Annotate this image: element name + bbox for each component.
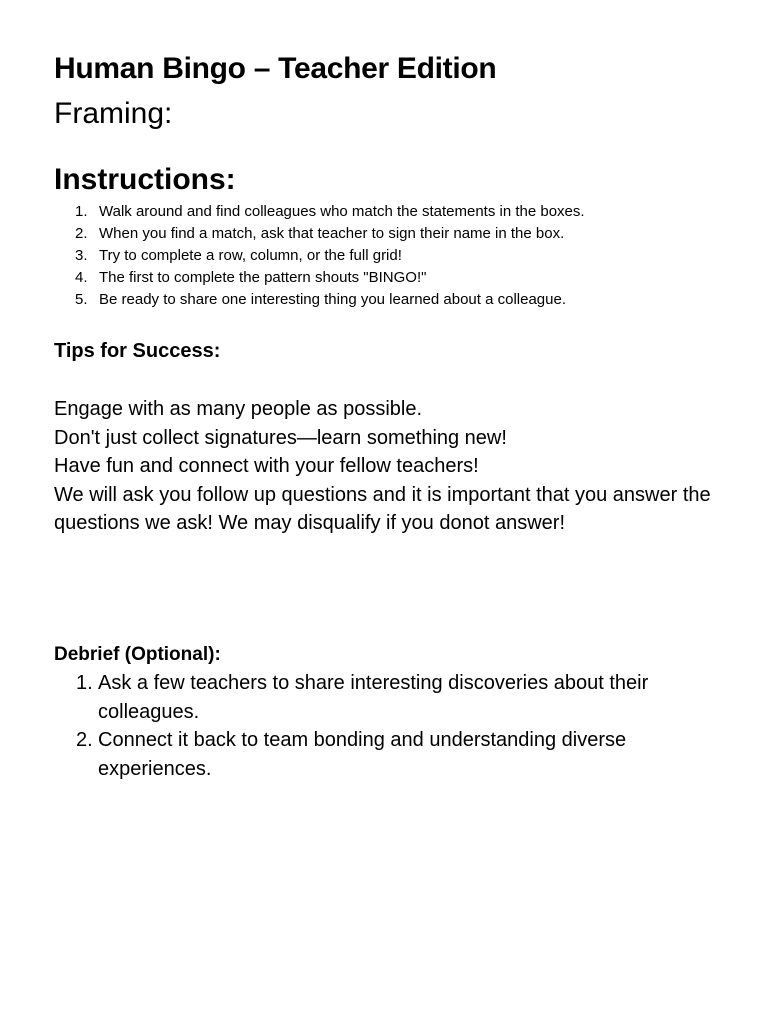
tips-body: [54, 395, 724, 538]
list-item-text: Walk around and find colleagues who match the statements in the boxes.: [99, 203, 585, 220]
list-item-text: The first to complete the pattern shouts "BINGO!": [99, 269, 427, 286]
list-item-text: Connect it back to team bonding and understanding diverse experiences.: [98, 729, 627, 780]
list-number: 5.: [75, 291, 88, 308]
list-number: 4.: [75, 269, 88, 286]
list-item: [54, 289, 585, 311]
list-number: 1.: [75, 203, 88, 220]
list-item-text: Try to complete a row, column, or the full grid!: [99, 247, 402, 264]
tips-heading: Tips for Success:: [54, 340, 221, 362]
list-item-text: Be ready to share one interesting thing you learned about a colleague.: [99, 291, 566, 308]
list-number: 2.: [75, 225, 88, 242]
tips-line: Engage with as many people as possible.: [54, 398, 423, 420]
tips-line: We will ask you follow up questions and it is important that you answer the questions we ask! We may disqualify if you donot answer!: [54, 483, 711, 534]
tips-line: Don't just collect signatures—learn something new!: [54, 426, 507, 449]
list-item: [54, 201, 585, 223]
instructions-list: [54, 201, 585, 311]
list-item: [54, 669, 694, 726]
tips-line: Have fun and connect with your fellow teachers!: [54, 455, 479, 477]
debrief-list: [54, 669, 694, 783]
list-number: 1.: [76, 672, 93, 694]
debrief-heading: Debrief (Optional):: [54, 644, 221, 665]
list-number: 2.: [76, 729, 93, 751]
list-item-text: When you find a match, ask that teacher to sign their name in the box.: [99, 225, 565, 242]
framing-label: Framing:: [54, 97, 173, 130]
instructions-heading: Instructions:: [54, 163, 236, 196]
list-item: [54, 223, 585, 245]
list-item: [54, 245, 585, 267]
list-number: 3.: [75, 247, 88, 264]
document-title: Human Bingo – Teacher Edition: [54, 52, 497, 85]
list-item: [54, 267, 585, 289]
list-item: [54, 726, 694, 783]
list-item-text: Ask a few teachers to share interesting discoveries about their colleagues.: [98, 672, 649, 723]
